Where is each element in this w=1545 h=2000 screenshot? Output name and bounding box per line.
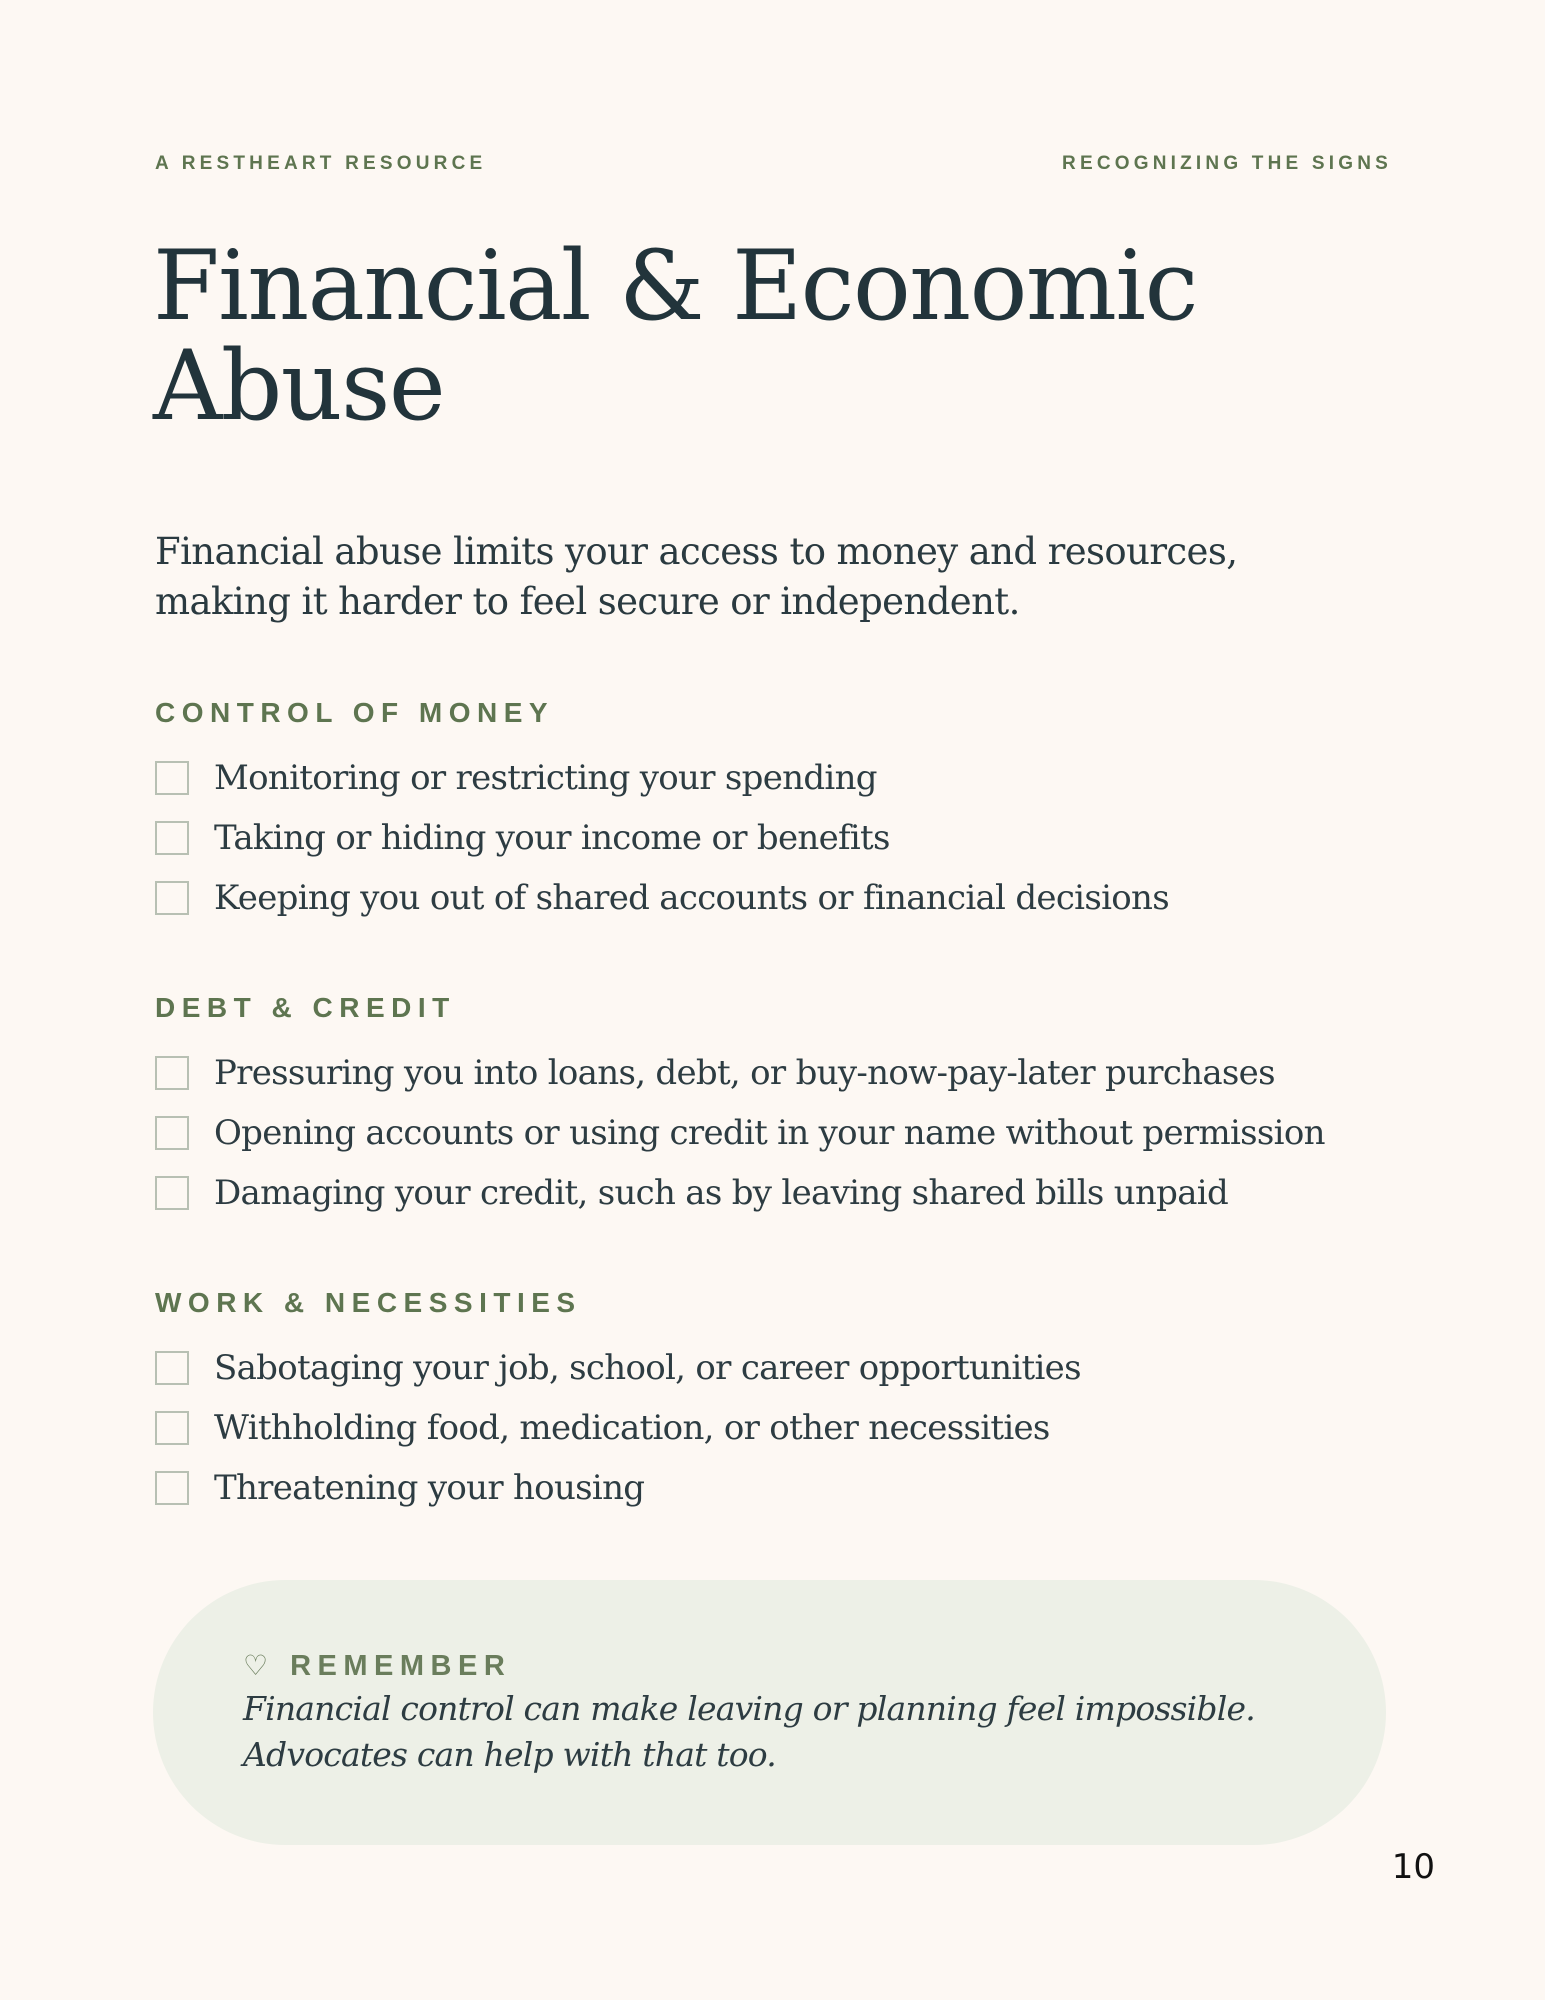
checkbox[interactable] — [155, 1116, 189, 1150]
checkbox[interactable] — [155, 761, 189, 795]
checklist-item-label: Opening accounts or using credit in your name without permission — [214, 1113, 1325, 1153]
checklist-item — [155, 1458, 1405, 1518]
checklist-item — [155, 1103, 1405, 1163]
checkbox[interactable] — [155, 1176, 189, 1210]
checklist-item-label: Threatening your housing — [214, 1468, 645, 1508]
checklist-item-label: Taking or hiding your income or benefits — [214, 818, 890, 858]
section-heading: CONTROL OF MONEY — [155, 697, 555, 728]
section-control-of-money — [155, 695, 1405, 928]
running-head-right: RECOGNIZING THE SIGNS — [1062, 153, 1392, 174]
checklist-item-label: Damaging your credit, such as by leaving shared bills unpaid — [214, 1173, 1229, 1213]
checklist-item-label: Pressuring you into loans, debt, or buy-now-pay-later purchases — [214, 1053, 1275, 1093]
heart-outline-icon: ♡ — [243, 1649, 269, 1682]
checklist-item-label: Monitoring or restricting your spending — [214, 758, 877, 798]
section-heading: WORK & NECESSITIES — [155, 1287, 582, 1318]
checkbox[interactable] — [155, 1411, 189, 1445]
checklist-item — [155, 748, 1405, 808]
section-work-and-necessities — [155, 1285, 1405, 1518]
running-head-left: A RESTHEART RESOURCE — [155, 153, 487, 174]
section-heading: DEBT & CREDIT — [155, 992, 456, 1023]
checklist — [155, 1338, 1405, 1518]
checklist-item — [155, 1163, 1405, 1223]
section-debt-and-credit — [155, 990, 1405, 1223]
checklist-item-label: Withholding food, medication, or other necessities — [214, 1408, 1050, 1448]
checkbox[interactable] — [155, 881, 189, 915]
page-number: 10 — [1391, 1847, 1435, 1887]
page-title: Financial & Economic Abuse — [153, 230, 1197, 442]
checklist — [155, 748, 1405, 928]
remember-callout — [153, 1580, 1386, 1845]
checklist-item — [155, 1338, 1405, 1398]
intro-paragraph: Financial abuse limits your access to money and resources, making it harder to feel secure or independent. — [155, 530, 1238, 623]
checklist-item — [155, 808, 1405, 868]
checklist-item-label: Keeping you out of shared accounts or financial decisions — [214, 878, 1169, 918]
checkbox[interactable] — [155, 1351, 189, 1385]
checklist-item — [155, 1043, 1405, 1103]
checklist — [155, 1043, 1405, 1223]
callout-title: REMEMBER — [290, 1650, 512, 1682]
callout-text: Financial control can make leaving or planning feel impossible. Advocates can help with that too. — [243, 1689, 1255, 1774]
callout-heading — [243, 1648, 511, 1684]
checkbox[interactable] — [155, 1471, 189, 1505]
checkbox[interactable] — [155, 821, 189, 855]
checklist-item — [155, 868, 1405, 928]
checkbox[interactable] — [155, 1056, 189, 1090]
checklist-item-label: Sabotaging your job, school, or career opportunities — [214, 1348, 1081, 1388]
checklist-item — [155, 1398, 1405, 1458]
